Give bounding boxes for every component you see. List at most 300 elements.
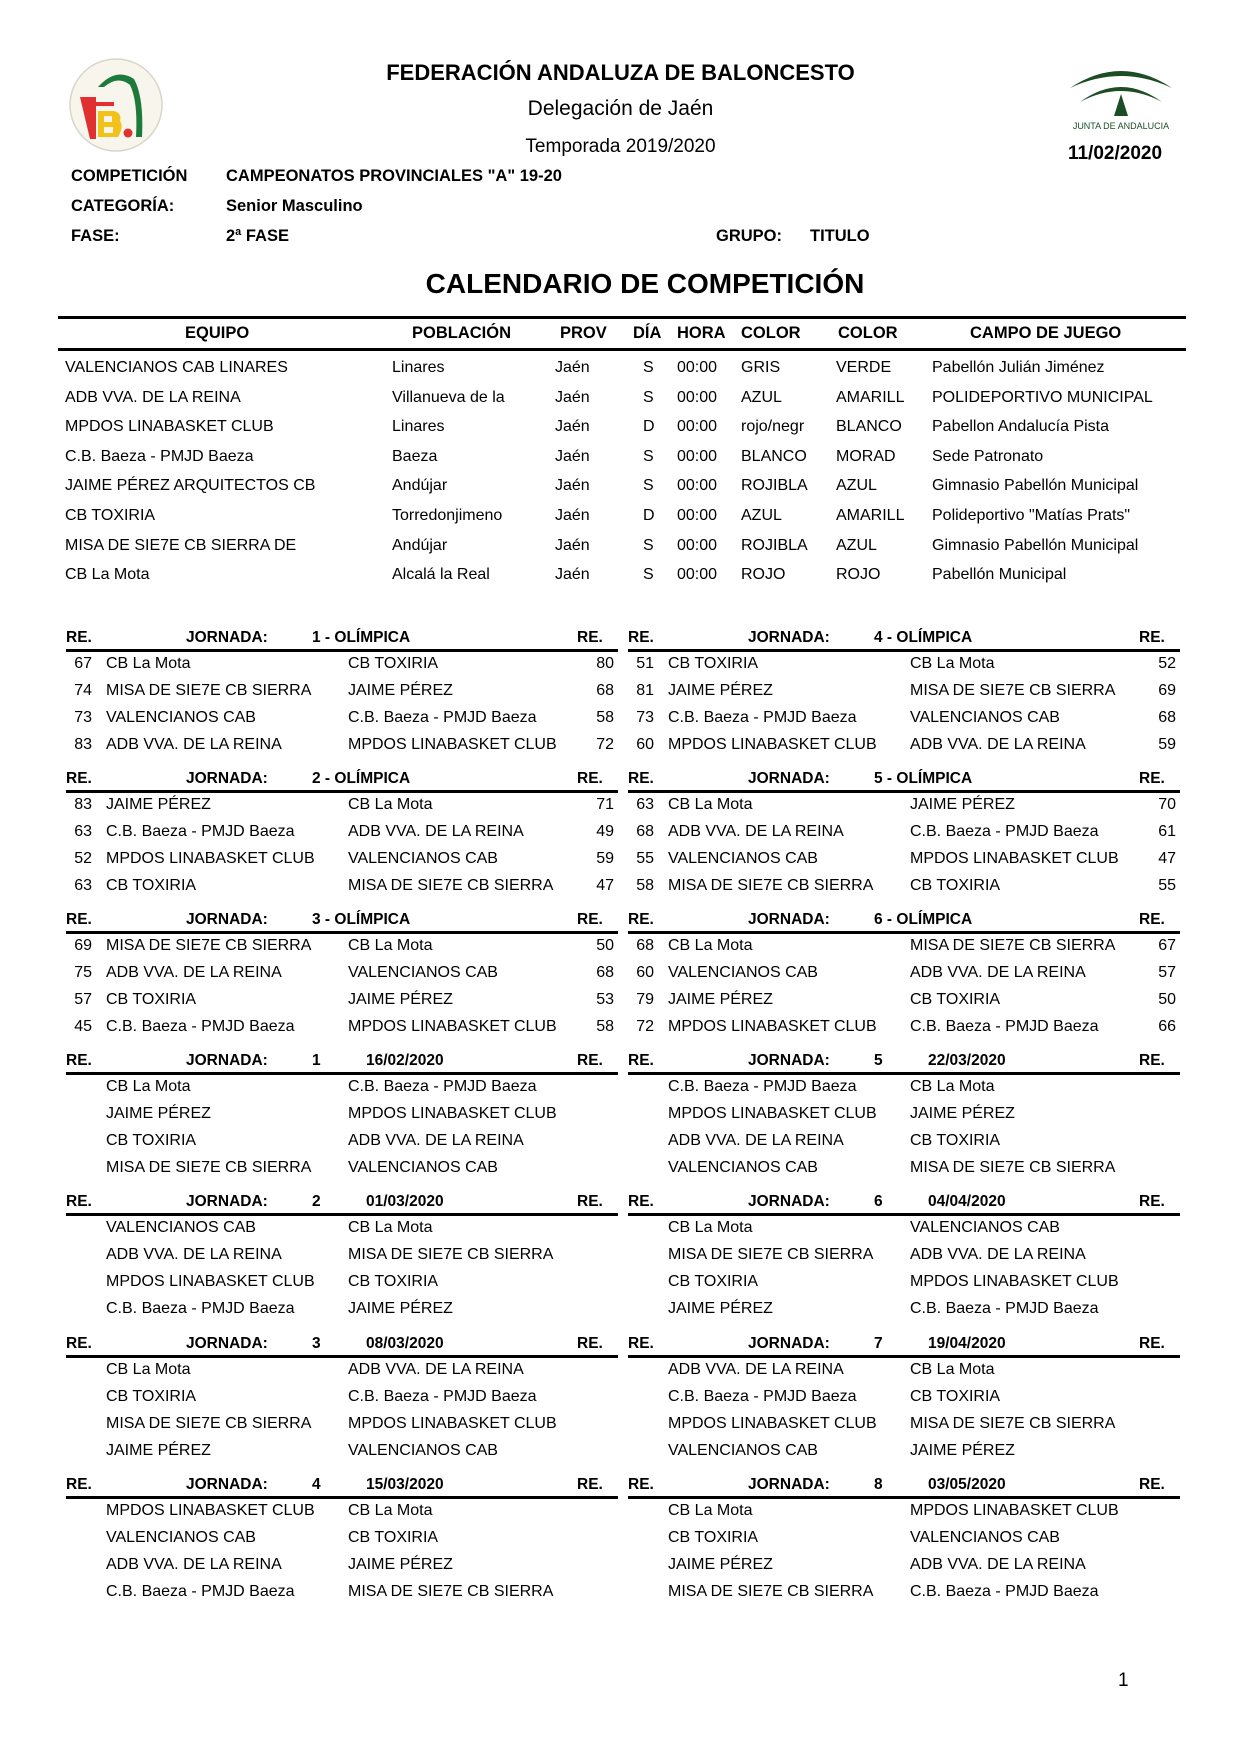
- result-col-label-home: RE.: [66, 1476, 92, 1493]
- home-team: C.B. Baeza - PMJD Baeza: [668, 1078, 857, 1095]
- away-score: 50: [1158, 991, 1176, 1008]
- game-row: [62, 1300, 622, 1326]
- home-score: 68: [636, 823, 654, 840]
- col-header-campo: CAMPO DE JUEGO: [970, 324, 1122, 342]
- result-col-label-home: RE.: [66, 629, 92, 646]
- away-score: 53: [596, 991, 614, 1008]
- home-score: 68: [636, 937, 654, 954]
- jornada-block: [62, 1335, 622, 1471]
- away-team: CB La Mota: [348, 1502, 433, 1519]
- col-header-hora: HORA: [677, 324, 726, 342]
- game-row: [62, 1018, 622, 1044]
- result-col-label-away: RE.: [577, 1052, 603, 1069]
- away-score: 66: [1158, 1018, 1176, 1035]
- game-row: [62, 1132, 622, 1158]
- team-color-1: ROJIBLA: [741, 477, 808, 495]
- jornada-date: 04/04/2020: [928, 1193, 1006, 1210]
- home-team: ADB VVA. DE LA REINA: [106, 1556, 282, 1573]
- home-team: C.B. Baeza - PMJD Baeza: [106, 823, 295, 840]
- jornada-header: [62, 770, 622, 790]
- away-team: CB La Mota: [348, 937, 433, 954]
- col-header-dia: DÍA: [633, 324, 662, 342]
- game-row: [62, 937, 622, 963]
- jornada-rule: [66, 931, 618, 934]
- result-col-label-home: RE.: [66, 770, 92, 787]
- result-col-label-away: RE.: [577, 770, 603, 787]
- game-row: [624, 877, 1184, 903]
- result-col-label-away: RE.: [1139, 911, 1165, 928]
- away-score: 47: [596, 877, 614, 894]
- jornada-block: [624, 1193, 1184, 1329]
- away-team: CB La Mota: [348, 796, 433, 813]
- team-time: 00:00: [677, 359, 718, 376]
- away-score: 55: [1158, 877, 1176, 894]
- home-score: 79: [636, 991, 654, 1008]
- jornada-rule: [628, 790, 1180, 793]
- away-score: 61: [1158, 823, 1176, 840]
- home-team: MISA DE SIE7E CB SIERRA: [668, 877, 874, 894]
- game-row: [624, 1388, 1184, 1414]
- home-team: MISA DE SIE7E CB SIERRA: [668, 1583, 874, 1600]
- team-venue: Sede Patronato: [932, 447, 1044, 465]
- home-team: CB TOXIRIA: [668, 655, 759, 672]
- home-team: MPDOS LINABASKET CLUB: [668, 1105, 877, 1122]
- competicion-value: CAMPEONATOS PROVINCIALES "A" 19-20: [226, 167, 562, 185]
- away-score: 57: [1158, 964, 1176, 981]
- away-team: MPDOS LINABASKET CLUB: [348, 1018, 557, 1035]
- game-row: [624, 1018, 1184, 1044]
- game-row: [62, 1273, 622, 1299]
- jornada-number: 6 - OLÍMPICA: [874, 911, 973, 928]
- jornada-number: 3 - OLÍMPICA: [312, 911, 411, 928]
- table-header-rule: [58, 348, 1186, 351]
- jornada-rule: [628, 931, 1180, 934]
- away-score: 67: [1158, 937, 1176, 954]
- home-team: CB La Mota: [668, 796, 753, 813]
- jornada-rule: [628, 1355, 1180, 1358]
- jornada-label: JORNADA:: [186, 1335, 268, 1352]
- away-team: ADB VVA. DE LA REINA: [910, 1246, 1086, 1263]
- team-province: Jaén: [555, 418, 590, 436]
- away-team: ADB VVA. DE LA REINA: [348, 823, 524, 840]
- jornada-number: 5 - OLÍMPICA: [874, 770, 973, 787]
- jornada-label: JORNADA:: [186, 1476, 268, 1493]
- away-score: 52: [1158, 655, 1176, 672]
- jornada-rule: [66, 1213, 618, 1216]
- game-row: [624, 709, 1184, 735]
- team-day: S: [643, 359, 654, 376]
- game-row: [62, 1388, 622, 1414]
- jornada-number: 2: [312, 1193, 321, 1210]
- home-team: MPDOS LINABASKET CLUB: [106, 1273, 315, 1290]
- team-province: Jaén: [555, 507, 590, 524]
- home-team: MPDOS LINABASKET CLUB: [668, 1415, 877, 1432]
- away-team: VALENCIANOS CAB: [910, 1529, 1060, 1546]
- jornada-date: 01/03/2020: [366, 1193, 444, 1210]
- result-col-label-home: RE.: [628, 629, 654, 646]
- game-row: [624, 1300, 1184, 1326]
- jornada-date: 16/02/2020: [366, 1052, 444, 1069]
- home-team: CB TOXIRIA: [106, 991, 197, 1008]
- game-row: [624, 655, 1184, 681]
- away-team: JAIME PÉREZ: [348, 991, 453, 1008]
- game-row: [624, 1132, 1184, 1158]
- jornada-block: [62, 1193, 622, 1329]
- team-city: Villanueva de la: [392, 388, 505, 406]
- home-score: 60: [636, 736, 654, 753]
- result-col-label-home: RE.: [66, 911, 92, 928]
- jornada-block: [624, 770, 1184, 906]
- away-team: CB TOXIRIA: [348, 1273, 439, 1290]
- result-col-label-away: RE.: [1139, 1476, 1165, 1493]
- team-venue: Gimnasio Pabellón Municipal: [932, 477, 1139, 495]
- home-team: MPDOS LINABASKET CLUB: [106, 1502, 315, 1519]
- jornada-header: [624, 629, 1184, 649]
- home-team: JAIME PÉREZ: [668, 991, 773, 1008]
- game-row: [624, 1273, 1184, 1299]
- jornada-rule: [66, 1072, 618, 1075]
- jornada-date: 08/03/2020: [366, 1335, 444, 1352]
- home-team: MPDOS LINABASKET CLUB: [668, 736, 877, 753]
- home-score: 74: [74, 682, 92, 699]
- away-team: MPDOS LINABASKET CLUB: [910, 850, 1119, 867]
- result-col-label-away: RE.: [1139, 770, 1165, 787]
- away-team: CB TOXIRIA: [910, 877, 1001, 894]
- home-team: JAIME PÉREZ: [668, 1556, 773, 1573]
- jornada-label: JORNADA:: [748, 770, 830, 787]
- away-team: C.B. Baeza - PMJD Baeza: [348, 1078, 537, 1095]
- result-col-label-away: RE.: [1139, 629, 1165, 646]
- home-team: ADB VVA. DE LA REINA: [106, 736, 282, 753]
- home-team: JAIME PÉREZ: [668, 682, 773, 699]
- game-row: [624, 1105, 1184, 1131]
- away-team: JAIME PÉREZ: [910, 1442, 1015, 1459]
- team-city: Linares: [392, 359, 445, 376]
- game-row: [62, 1529, 622, 1555]
- away-team: C.B. Baeza - PMJD Baeza: [910, 1583, 1099, 1600]
- home-team: ADB VVA. DE LA REINA: [668, 1132, 844, 1149]
- home-team: MISA DE SIE7E CB SIERRA: [106, 1415, 312, 1432]
- col-header-prov: PROV: [560, 324, 607, 342]
- game-row: [62, 1219, 622, 1245]
- result-col-label-home: RE.: [628, 1193, 654, 1210]
- jornada-date: 15/03/2020: [366, 1476, 444, 1493]
- home-team: VALENCIANOS CAB: [106, 709, 256, 726]
- jornada-number: 1 - OLÍMPICA: [312, 629, 411, 646]
- jornada-number: 4: [312, 1476, 321, 1493]
- game-row: [624, 1361, 1184, 1387]
- jornada-label: JORNADA:: [186, 1052, 268, 1069]
- away-team: JAIME PÉREZ: [348, 1300, 453, 1317]
- jornada-label: JORNADA:: [186, 770, 268, 787]
- game-row: [62, 877, 622, 903]
- col-header-color1: COLOR: [741, 324, 801, 342]
- result-col-label-home: RE.: [628, 1335, 654, 1352]
- game-row: [624, 1246, 1184, 1272]
- jornada-number: 7: [874, 1335, 883, 1352]
- game-row: [624, 991, 1184, 1017]
- away-team: C.B. Baeza - PMJD Baeza: [910, 1018, 1099, 1035]
- jornada-block: [62, 770, 622, 906]
- away-team: CB TOXIRIA: [910, 1388, 1001, 1405]
- team-time: 00:00: [677, 447, 718, 465]
- team-province: Jaén: [555, 477, 590, 495]
- away-team: MISA DE SIE7E CB SIERRA: [910, 937, 1116, 954]
- game-row: [62, 1105, 622, 1131]
- home-team: CB TOXIRIA: [106, 1132, 197, 1149]
- home-team: CB La Mota: [106, 1361, 191, 1378]
- jornada-number: 4 - OLÍMPICA: [874, 629, 973, 646]
- season-label: Temporada 2019/2020: [525, 136, 716, 157]
- team-venue: Polideportivo "Matías Prats": [932, 507, 1131, 524]
- home-team: ADB VVA. DE LA REINA: [668, 1361, 844, 1378]
- jornada-header: [624, 770, 1184, 790]
- home-score: 83: [74, 796, 92, 813]
- away-team: MPDOS LINABASKET CLUB: [348, 1105, 557, 1122]
- away-score: 50: [596, 937, 614, 954]
- jornada-header: [62, 1052, 622, 1072]
- away-team: C.B. Baeza - PMJD Baeza: [910, 823, 1099, 840]
- home-team: ADB VVA. DE LA REINA: [668, 823, 844, 840]
- team-name: MPDOS LINABASKET CLUB: [65, 418, 274, 436]
- away-team: JAIME PÉREZ: [348, 682, 453, 699]
- away-team: JAIME PÉREZ: [910, 1105, 1015, 1122]
- jornada-rule: [628, 1496, 1180, 1499]
- team-color-1: GRIS: [741, 359, 781, 376]
- jornada-label: JORNADA:: [748, 629, 830, 646]
- jornada-number: 1: [312, 1052, 321, 1069]
- game-row: [624, 1556, 1184, 1582]
- jornada-label: JORNADA:: [748, 1335, 830, 1352]
- away-team: MISA DE SIE7E CB SIERRA: [910, 1159, 1116, 1176]
- game-row: [624, 736, 1184, 762]
- result-col-label-home: RE.: [628, 770, 654, 787]
- away-team: VALENCIANOS CAB: [348, 964, 498, 981]
- jornada-block: [624, 911, 1184, 1047]
- jornada-block: [62, 911, 622, 1047]
- team-color-2: AMARILL: [836, 388, 905, 406]
- game-row: [624, 682, 1184, 708]
- game-row: [624, 1529, 1184, 1555]
- home-team: JAIME PÉREZ: [668, 1300, 773, 1317]
- home-team: CB La Mota: [106, 1078, 191, 1095]
- game-row: [62, 1556, 622, 1582]
- jornada-rule: [66, 1496, 618, 1499]
- team-city: Andújar: [392, 477, 448, 495]
- team-color-2: ROJO: [836, 566, 881, 584]
- away-team: CB TOXIRIA: [348, 655, 439, 672]
- game-row: [624, 937, 1184, 963]
- home-score: 63: [74, 877, 92, 894]
- home-team: CB TOXIRIA: [106, 877, 197, 894]
- away-team: VALENCIANOS CAB: [910, 1219, 1060, 1236]
- jornada-header: [62, 1335, 622, 1355]
- jornada-date: 22/03/2020: [928, 1052, 1006, 1069]
- team-city: Baeza: [392, 447, 438, 465]
- jornada-label: JORNADA:: [186, 1193, 268, 1210]
- game-row: [624, 1159, 1184, 1185]
- game-row: [62, 1442, 622, 1468]
- result-col-label-away: RE.: [577, 1335, 603, 1352]
- home-team: MPDOS LINABASKET CLUB: [106, 850, 315, 867]
- team-city: Alcalá la Real: [392, 566, 490, 584]
- away-team: MISA DE SIE7E CB SIERRA: [910, 1415, 1116, 1432]
- jornada-date: 19/04/2020: [928, 1335, 1006, 1352]
- away-team: C.B. Baeza - PMJD Baeza: [348, 1388, 537, 1405]
- team-time: 00:00: [677, 388, 718, 406]
- away-team: CB La Mota: [348, 1219, 433, 1236]
- away-team: CB TOXIRIA: [910, 1132, 1001, 1149]
- result-col-label-home: RE.: [66, 1052, 92, 1069]
- jornada-header: [62, 629, 622, 649]
- jornada-header: [62, 911, 622, 931]
- home-team: CB TOXIRIA: [106, 1388, 197, 1405]
- away-team: C.B. Baeza - PMJD Baeza: [348, 709, 537, 726]
- away-score: 59: [1158, 736, 1176, 753]
- team-city: Andújar: [392, 536, 448, 554]
- game-row: [62, 823, 622, 849]
- jornada-header: [62, 1193, 622, 1213]
- away-team: MISA DE SIE7E CB SIERRA: [348, 1246, 554, 1263]
- home-score: 69: [74, 937, 92, 954]
- team-color-1: BLANCO: [741, 447, 807, 465]
- away-score: 59: [596, 850, 614, 867]
- game-row: [624, 1219, 1184, 1245]
- jornada-header: [62, 1476, 622, 1496]
- team-color-2: AMARILL: [836, 507, 905, 524]
- team-day: S: [643, 447, 654, 465]
- jornada-block: [624, 629, 1184, 765]
- team-color-2: MORAD: [836, 447, 896, 465]
- away-team: VALENCIANOS CAB: [348, 1442, 498, 1459]
- game-row: [624, 1415, 1184, 1441]
- team-color-2: AZUL: [836, 536, 877, 554]
- junta-logo-text: JUNTA DE ANDALUCIA: [1072, 121, 1170, 131]
- result-col-label-home: RE.: [628, 911, 654, 928]
- away-team: C.B. Baeza - PMJD Baeza: [910, 1300, 1099, 1317]
- away-team: CB TOXIRIA: [348, 1529, 439, 1546]
- team-time: 00:00: [677, 477, 718, 495]
- jornada-number: 2 - OLÍMPICA: [312, 770, 411, 787]
- home-team: MISA DE SIE7E CB SIERRA: [106, 682, 312, 699]
- home-team: ADB VVA. DE LA REINA: [106, 964, 282, 981]
- result-col-label-home: RE.: [628, 1476, 654, 1493]
- team-time: 00:00: [677, 418, 718, 436]
- away-score: 47: [1158, 850, 1176, 867]
- away-team: CB La Mota: [910, 655, 995, 672]
- team-province: Jaén: [555, 447, 590, 465]
- home-team: VALENCIANOS CAB: [668, 964, 818, 981]
- team-day: S: [643, 388, 654, 406]
- home-score: 60: [636, 964, 654, 981]
- jornada-block: [624, 1052, 1184, 1188]
- home-team: CB La Mota: [668, 937, 753, 954]
- game-row: [624, 1502, 1184, 1528]
- jornada-header: [624, 1335, 1184, 1355]
- jornada-header: [624, 1193, 1184, 1213]
- home-score: 45: [74, 1018, 92, 1035]
- home-team: VALENCIANOS CAB: [668, 1159, 818, 1176]
- home-team: CB La Mota: [668, 1219, 753, 1236]
- away-team: VALENCIANOS CAB: [348, 850, 498, 867]
- jornada-label: JORNADA:: [748, 911, 830, 928]
- team-time: 00:00: [677, 566, 718, 584]
- game-row: [624, 1078, 1184, 1104]
- away-team: VALENCIANOS CAB: [910, 709, 1060, 726]
- home-team: JAIME PÉREZ: [106, 1105, 211, 1122]
- team-name: ADB VVA. DE LA REINA: [65, 388, 241, 406]
- game-row: [62, 1583, 622, 1609]
- team-name: C.B. Baeza - PMJD Baeza: [65, 447, 254, 465]
- game-row: [624, 1583, 1184, 1609]
- team-name: CB TOXIRIA: [65, 507, 156, 524]
- team-city: Linares: [392, 418, 445, 436]
- jornada-rule: [66, 1355, 618, 1358]
- game-row: [62, 682, 622, 708]
- team-color-1: ROJIBLA: [741, 536, 808, 554]
- home-score: 83: [74, 736, 92, 753]
- away-team: JAIME PÉREZ: [348, 1556, 453, 1573]
- jornada-header: [624, 911, 1184, 931]
- jornada-number: 6: [874, 1193, 883, 1210]
- col-header-poblacion: POBLACIÓN: [412, 324, 511, 342]
- game-row: [62, 1502, 622, 1528]
- calendar-title: CALENDARIO DE COMPETICIÓN: [425, 268, 865, 299]
- jornada-number: 3: [312, 1335, 321, 1352]
- home-team: CB La Mota: [668, 1502, 753, 1519]
- result-col-label-away: RE.: [577, 1476, 603, 1493]
- home-score: 58: [636, 877, 654, 894]
- team-color-2: VERDE: [836, 359, 892, 376]
- team-name: VALENCIANOS CAB LINARES: [65, 359, 288, 376]
- home-score: 51: [636, 655, 654, 672]
- jornada-block: [62, 629, 622, 765]
- team-venue: Pabellón Municipal: [932, 566, 1067, 584]
- home-team: CB TOXIRIA: [668, 1529, 759, 1546]
- categoria-value: Senior Masculino: [226, 197, 363, 215]
- game-row: [624, 850, 1184, 876]
- result-col-label-away: RE.: [1139, 1335, 1165, 1352]
- game-row: [624, 1442, 1184, 1468]
- table-top-rule: [58, 316, 1186, 319]
- home-score: 63: [636, 796, 654, 813]
- home-team: C.B. Baeza - PMJD Baeza: [106, 1583, 295, 1600]
- result-col-label-away: RE.: [577, 629, 603, 646]
- jornada-block: [62, 1052, 622, 1188]
- away-team: ADB VVA. DE LA REINA: [348, 1361, 524, 1378]
- team-color-1: ROJO: [741, 566, 786, 584]
- team-color-1: AZUL: [741, 388, 782, 406]
- home-team: C.B. Baeza - PMJD Baeza: [668, 709, 857, 726]
- game-row: [62, 991, 622, 1017]
- away-score: 80: [596, 655, 614, 672]
- home-score: 67: [74, 655, 92, 672]
- team-province: Jaén: [555, 388, 590, 406]
- home-team: VALENCIANOS CAB: [668, 850, 818, 867]
- home-score: 75: [74, 964, 92, 981]
- jornada-rule: [66, 649, 618, 652]
- home-team: ADB VVA. DE LA REINA: [106, 1246, 282, 1263]
- jornada-block: [62, 1476, 622, 1612]
- team-time: 00:00: [677, 536, 718, 554]
- fase-label: FASE:: [71, 227, 120, 245]
- home-team: MPDOS LINABASKET CLUB: [668, 1018, 877, 1035]
- away-team: ADB VVA. DE LA REINA: [910, 964, 1086, 981]
- fase-value: 2ª FASE: [226, 227, 289, 245]
- home-score: 63: [74, 823, 92, 840]
- away-score: 71: [596, 796, 614, 813]
- jornada-block: [624, 1476, 1184, 1612]
